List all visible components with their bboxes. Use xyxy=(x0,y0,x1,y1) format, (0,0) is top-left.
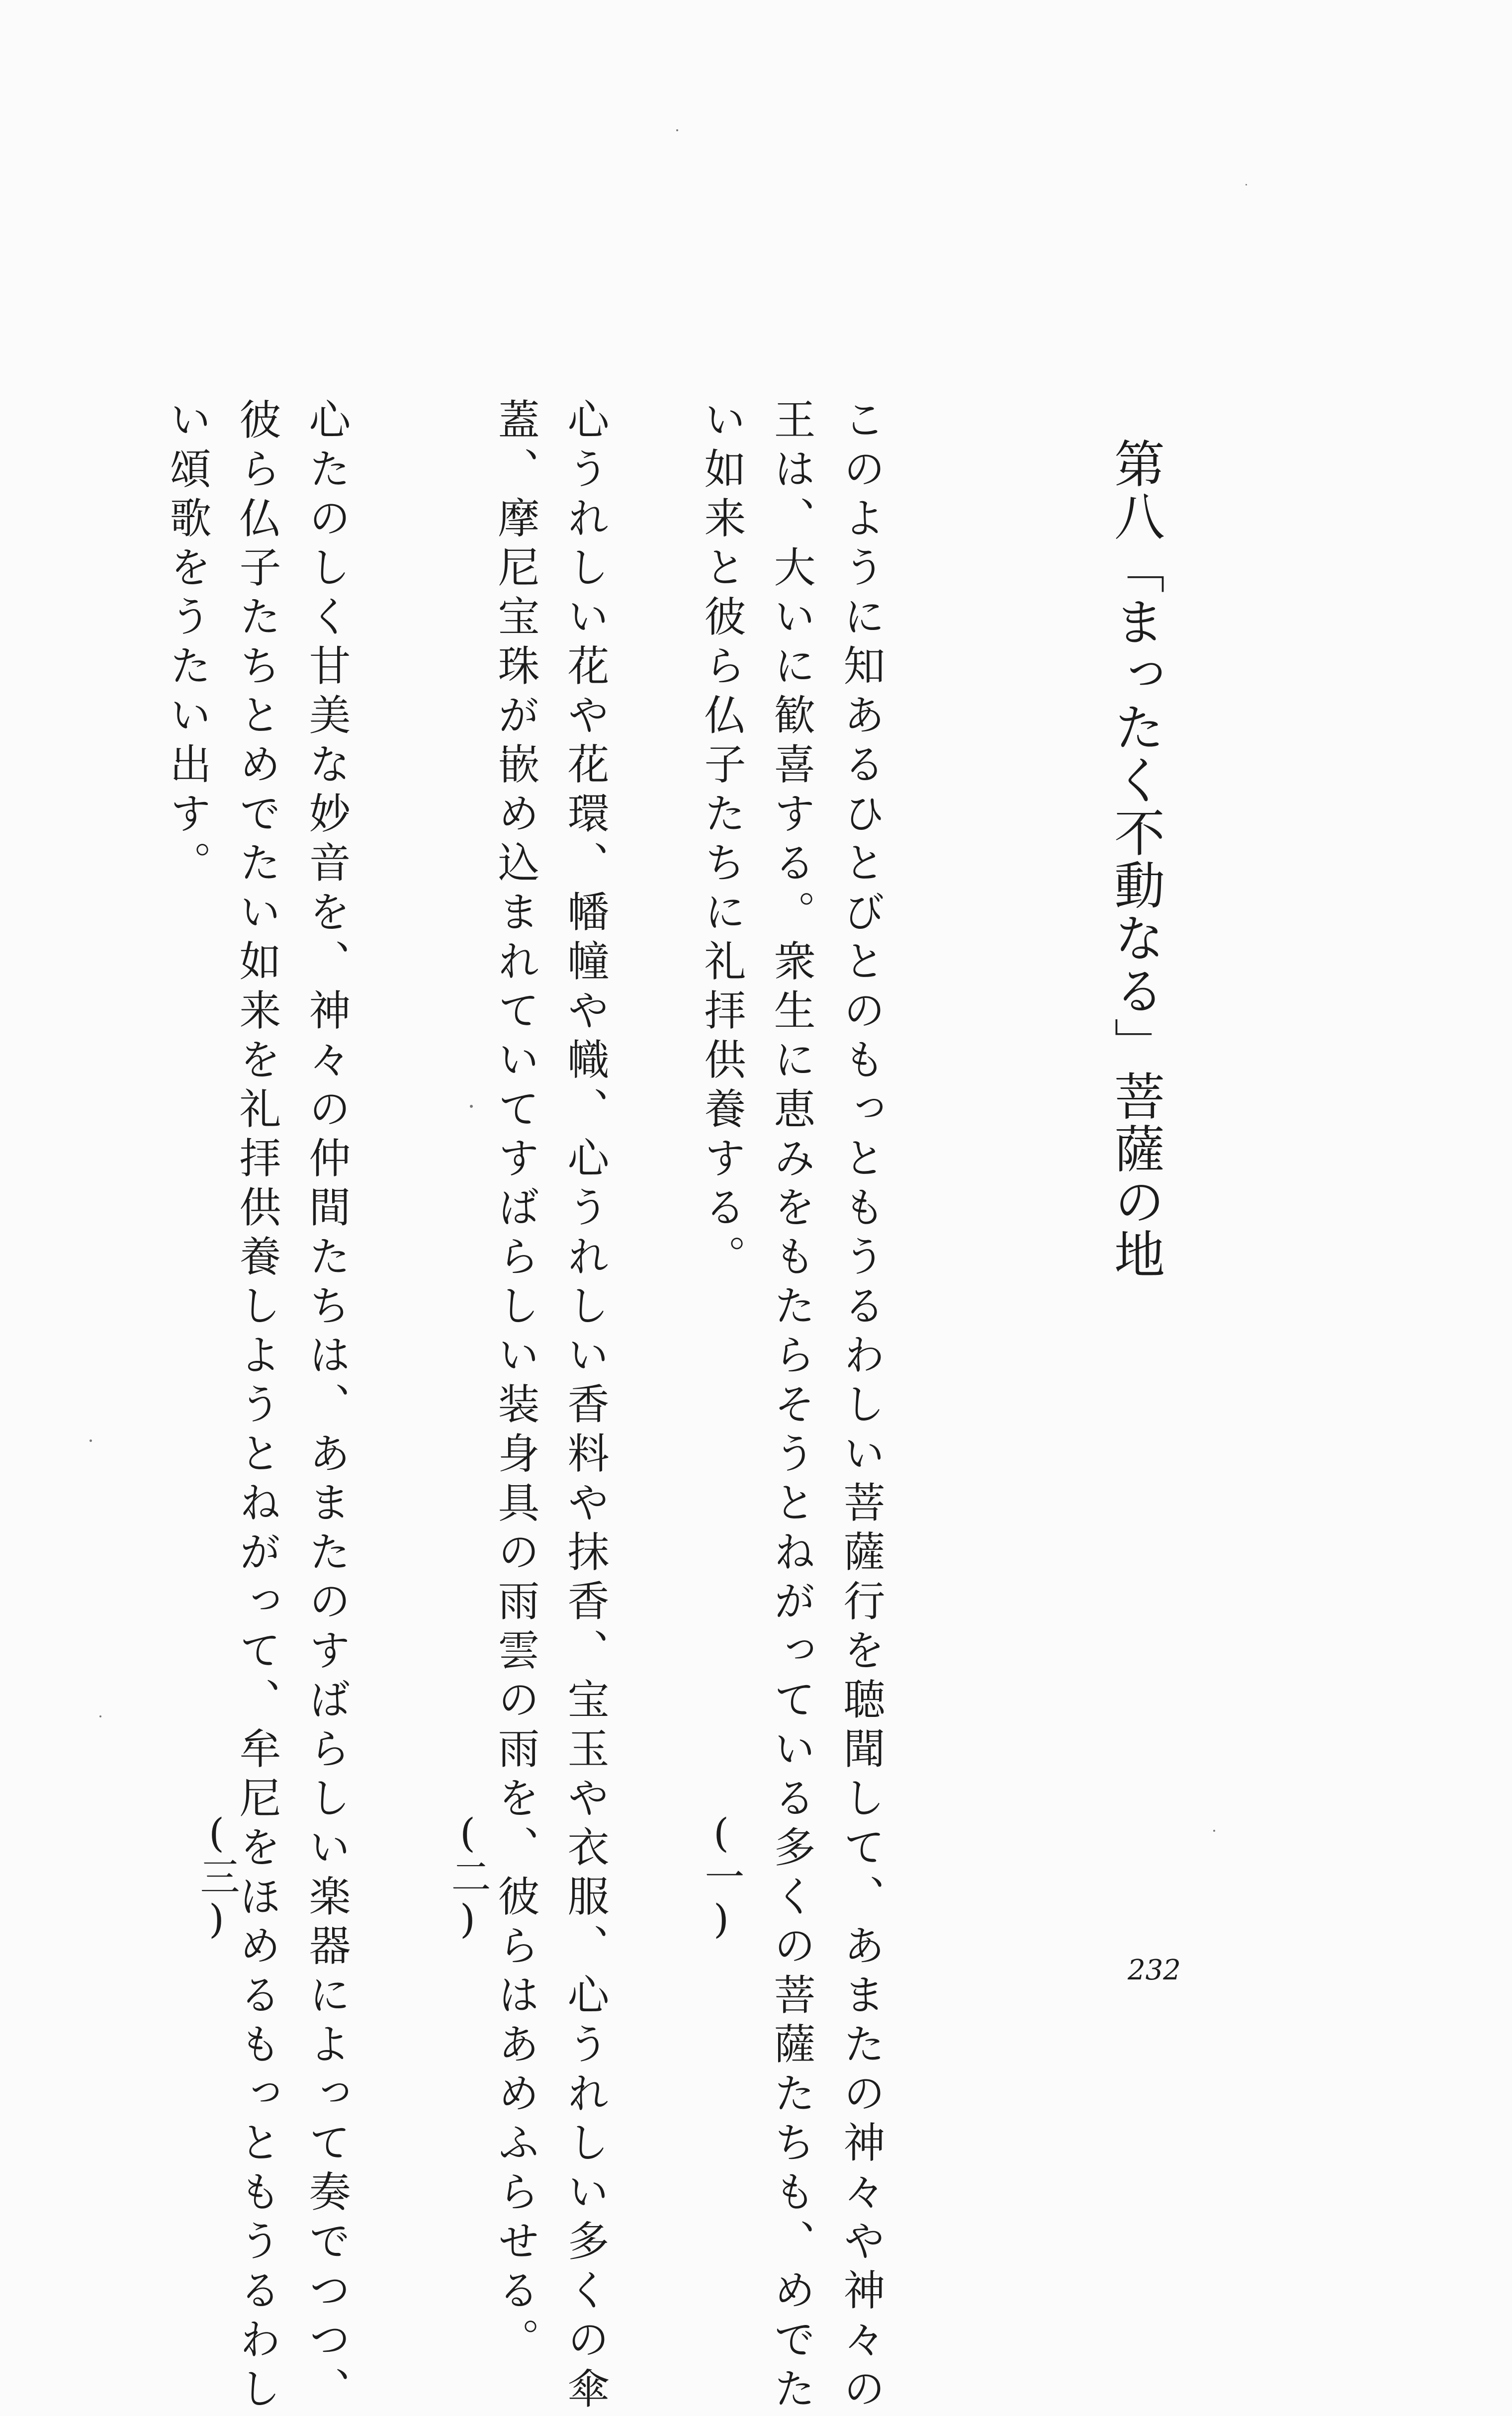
verse-3-line-2: 彼ら仏子たちとめでたい如来を礼拝供養しようとねがって、牟尼をほめるもっともうるわし xyxy=(233,398,281,2416)
verse-number-2: (二) xyxy=(445,1810,491,1942)
scan-speck xyxy=(99,1715,101,1717)
verse-2-line-2: 蓋、摩尼宝珠が嵌め込まれていてすばらしい装身具の雨雲の雨を、彼らはあめふらせる。 xyxy=(491,398,540,2367)
scan-speck xyxy=(89,1439,92,1442)
scan-speck xyxy=(470,1105,473,1108)
verse-3-line-1: 心たのしく甘美な妙音を、神々の仲間たちは、あまたのすばらしい楽器によって奏でつつ、 xyxy=(302,398,351,2416)
page-number: 232 xyxy=(1128,1954,1181,1986)
verse-number-1: (一) xyxy=(698,1810,744,1942)
verse-number-3: (三) xyxy=(193,1810,240,1942)
scan-speck xyxy=(1245,184,1247,185)
verse-1-line-3: い如来と彼ら仏子たちに礼拝供養する。 xyxy=(698,398,746,1284)
verse-1-line-2: 王は、大いに歓喜する。衆生に恵みをもたらそうとねがっている多くの菩薩たちも、めでた xyxy=(767,398,816,2416)
verse-3-line-3: い頌歌をうたい出す。 xyxy=(163,398,212,890)
verse-2-line-1: 心うれしい花や花環、幡幢や幟、心うれしい香料や抹香、宝玉や衣服、心うれしい多くの傘 xyxy=(561,398,610,2416)
scan-speck xyxy=(1213,1830,1215,1832)
verse-1-line-1: このように知あるひとびとのもっともうるわしい菩薩行を聴聞して、あまたの神々や神々の xyxy=(837,398,886,2416)
scan-speck xyxy=(676,129,678,131)
chapter-title: 第八「まったく不動なる」菩薩の地 xyxy=(1106,438,1165,1281)
